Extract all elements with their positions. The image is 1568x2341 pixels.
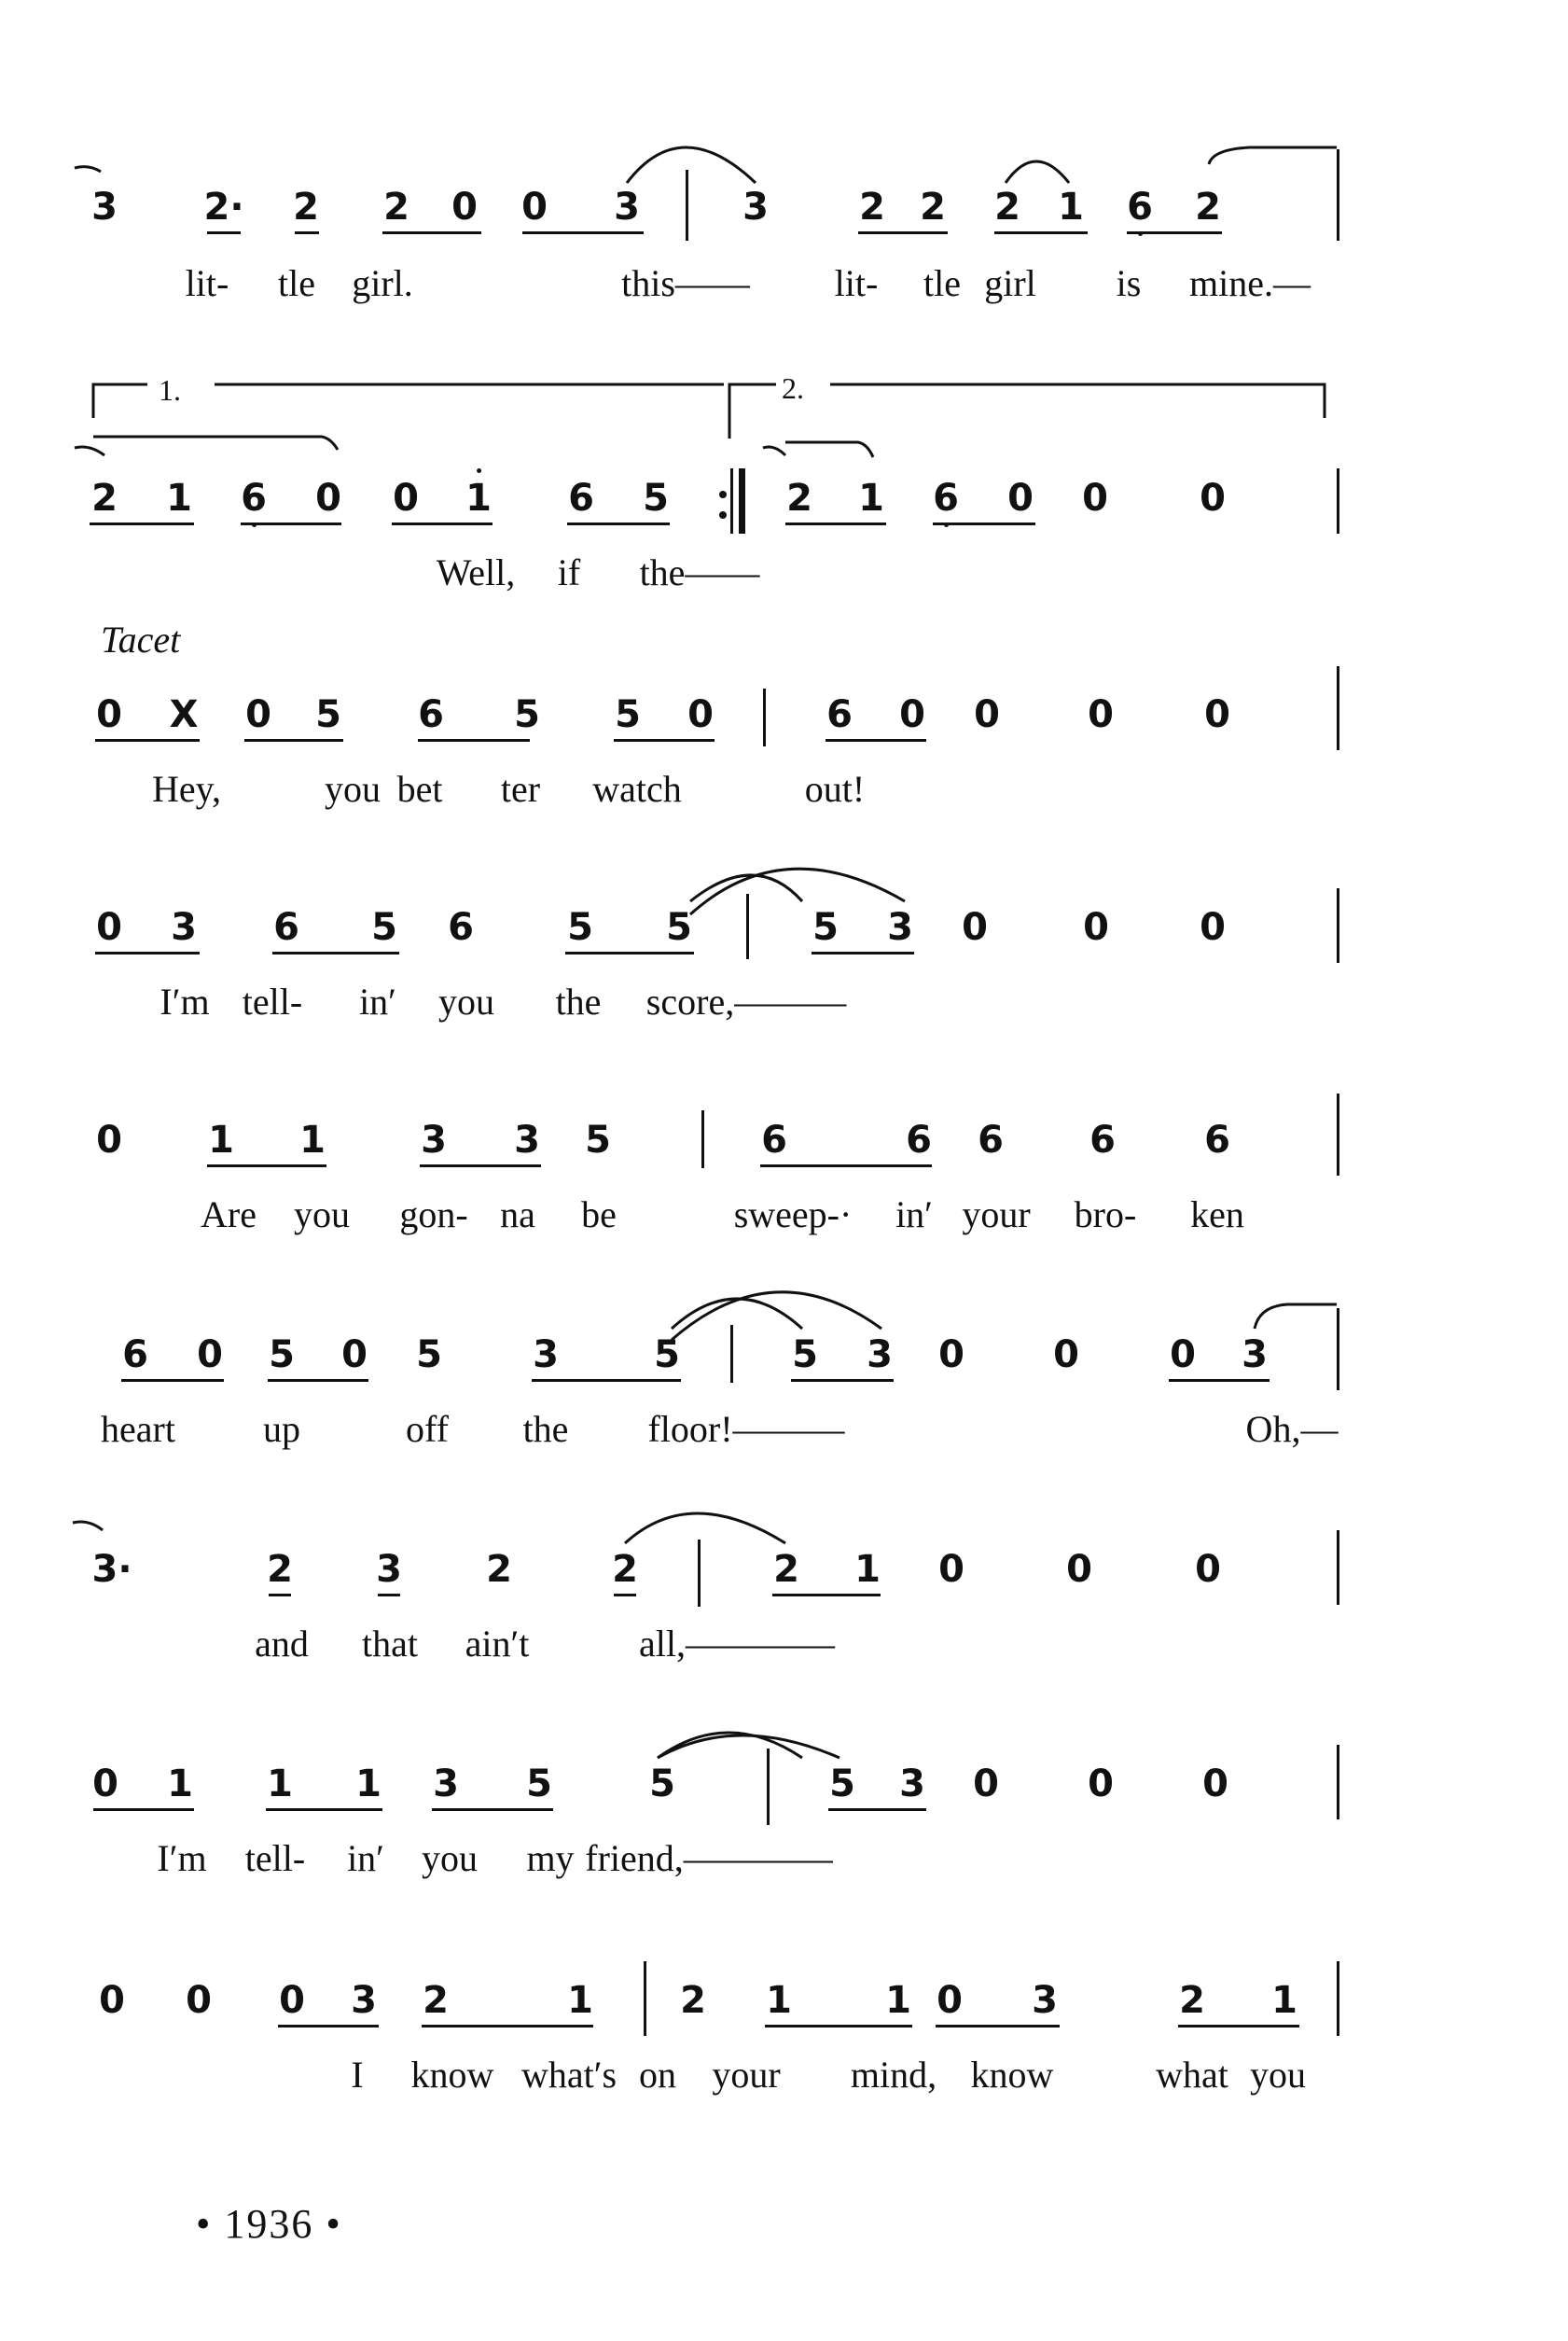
volta-1-label: 1. [159,373,181,407]
note: 5 [649,1763,675,1805]
lyric: know [970,2054,1054,2096]
note: 1 [885,1979,911,2022]
lyric: tle [923,262,961,304]
note: 5 [812,906,839,949]
note: 1 [208,1119,234,1162]
note: 2 [920,186,946,229]
note: 6 [1204,1119,1230,1162]
note: 6 [933,477,959,520]
note: 0 [1195,1548,1221,1591]
slur [672,1292,881,1340]
note: 1 [1271,1979,1297,2022]
note: 0 [1200,477,1226,520]
note: 6 [122,1333,148,1376]
lyric: you [294,1193,350,1235]
note: 2 [786,477,812,520]
lyric: you [325,768,381,810]
volta-2-bracket [729,384,776,439]
note: 5 [315,693,341,736]
note: 0 [962,906,988,949]
lyric: in′ [895,1193,933,1235]
note: 6 [241,477,267,520]
note: 3 [1242,1333,1268,1376]
note: 5 [615,693,641,736]
note: 0 [451,186,478,229]
lyric: ter [500,768,541,810]
note: 0 [1204,693,1230,736]
tie [93,437,338,450]
note: 1 [167,1763,193,1805]
note: 6 [1089,1119,1116,1162]
lyric: gon- [399,1193,468,1235]
note: 0 [96,1119,122,1162]
lyric: na [500,1193,535,1235]
note: 5 [792,1333,818,1376]
note: 0 [1053,1333,1079,1376]
lyric: Are [201,1193,257,1235]
note: 0 [1088,693,1114,736]
note: 1 [465,477,492,520]
lyric: bet [396,768,443,810]
note: 6 [1127,186,1153,229]
lyric: heart [101,1408,175,1450]
lyric: the—— [639,551,760,593]
note: 3 [376,1548,402,1591]
slur [627,147,756,183]
lyric: score,——— [645,981,847,1023]
lyric: off [406,1408,449,1450]
lyric: is [1116,262,1142,304]
note: 1 [858,477,884,520]
note: 0 [279,1979,305,2022]
volta-1-bracket [93,384,147,418]
note: 3 [1032,1979,1058,2022]
lyric: Hey, [151,768,222,810]
lyric: if [557,551,581,593]
note: 3 [514,1119,540,1162]
note: 0 [938,1333,964,1376]
lyric: all,———— [639,1623,835,1665]
lyric: floor!——— [647,1408,845,1450]
note: 5 [371,906,397,949]
repeat-dot [719,491,727,498]
slur [1209,147,1337,164]
note: 0 [974,693,1000,736]
note: 6 [448,906,474,949]
note: 5 [526,1763,552,1805]
lyric: mind, [850,2054,937,2096]
lyric: bro- [1074,1193,1137,1235]
slur [658,1735,840,1758]
note: 3 [421,1119,447,1162]
note: 1 [766,1979,792,2022]
note: 3 [899,1763,925,1805]
note: 0 [938,1548,964,1591]
note: 2 [91,477,118,520]
note: X [169,693,199,736]
slur [690,869,905,914]
lyric: in′ [359,981,396,1023]
lyric: the [555,981,602,1023]
lyric: tell- [244,1837,306,1879]
lyric: mine.— [1189,262,1311,304]
note: 0 [973,1763,999,1805]
note: 2 [1195,186,1221,229]
note: 6 [826,693,853,736]
lyric: you [1250,2054,1306,2096]
lyric: know [410,2054,494,2096]
lyric: girl [984,262,1036,304]
note: 5 [829,1763,855,1805]
lyric: girl. [352,262,413,304]
note: 3 [742,186,769,229]
note: 5 [654,1333,680,1376]
note: 0 [1083,906,1109,949]
lyric: tle [278,262,315,304]
note: 1 [355,1763,382,1805]
note: 1 [299,1119,326,1162]
note: 0 [341,1333,368,1376]
note: 0 [186,1979,212,2022]
note: 3 [351,1979,377,2022]
slur [1006,161,1069,183]
tacet-direction: Tacet [101,619,181,661]
note: 3 [433,1763,459,1805]
note: 1 [1058,186,1084,229]
note: 2 [680,1979,706,2022]
lyric: Oh,— [1245,1408,1339,1450]
note: 1 [854,1548,881,1591]
lyric: up [263,1408,300,1450]
lyric: Well, [436,551,516,593]
note: 0 [92,1763,118,1805]
note: 0 [99,1979,125,2022]
note: 5 [567,906,593,949]
note: 0 [96,906,122,949]
lyric: your [962,1193,1031,1235]
lyric: this—— [621,262,750,304]
note: 2 [994,186,1020,229]
note: 5 [643,477,669,520]
tie [785,442,873,457]
note: 3· [91,1548,132,1591]
lyric: your [712,2054,781,2096]
note: 3 [171,906,197,949]
note: 2 [859,186,885,229]
note: 3 [887,906,913,949]
note: 1 [166,477,192,520]
lyric: what [1156,2054,1228,2096]
lyric: and [255,1623,309,1665]
note: 6 [273,906,299,949]
note: 2 [423,1979,449,2022]
note: 2· [203,186,244,229]
note: 2 [293,186,319,229]
lyric: be [581,1193,617,1235]
note: 5 [666,906,692,949]
note: 0 [1007,477,1034,520]
tie-in-mark [75,447,104,455]
note: 0 [937,1979,963,2022]
note: 2 [773,1548,799,1591]
note: 0 [1066,1548,1092,1591]
note: 0 [1202,1763,1228,1805]
lyric: what′s [520,2054,617,2096]
note: 3 [91,186,118,229]
note: 2 [486,1548,512,1591]
note: 0 [197,1333,223,1376]
slur [625,1513,785,1543]
lyric: sweep-· [733,1193,853,1235]
lyric: I′m [160,981,210,1023]
note: 5 [514,693,540,736]
lyric: out! [804,768,866,810]
lyric: I′m [157,1837,207,1879]
lyric: you [438,981,494,1023]
note: 0 [1082,477,1108,520]
note: 6 [568,477,594,520]
lyric: tell- [242,981,303,1023]
note: 0 [899,693,925,736]
note: 3 [867,1333,893,1376]
note: 3 [533,1333,559,1376]
note: 6 [906,1119,932,1162]
note: 0 [393,477,419,520]
lyric: in′ [347,1837,384,1879]
note: 0 [1170,1333,1196,1376]
note: 6 [761,1119,787,1162]
slur [1255,1304,1337,1329]
note: 0 [245,693,271,736]
volta-2-label: 2. [782,371,804,405]
tie-in-mark [73,1522,103,1530]
lyric: lit- [185,262,229,304]
volta-2-line [830,384,1325,418]
note: 0 [315,477,341,520]
note: 1 [267,1763,293,1805]
note: 3 [614,186,640,229]
tie-in-mark [763,447,785,455]
note: 6 [978,1119,1004,1162]
lyric: watch [592,768,682,810]
lyric: friend,———— [585,1837,833,1879]
lyric: the [522,1408,569,1450]
note: 1 [567,1979,593,2022]
lyric: ken [1190,1193,1244,1235]
note: 5 [585,1119,611,1162]
lyric: you [422,1837,478,1879]
page-number: • 1936 • [196,2201,342,2247]
lyric: that [362,1623,418,1665]
note: 0 [96,693,122,736]
note: 5 [269,1333,295,1376]
lyric: I [351,2054,364,2096]
note: 0 [1088,1763,1114,1805]
lyric: ain′t [465,1623,530,1665]
note: 2 [267,1548,293,1591]
note: 5 [416,1333,442,1376]
lyric: my [526,1837,575,1879]
note: 0 [1200,906,1226,949]
note: 0 [521,186,548,229]
note: 2 [1179,1979,1205,2022]
lyric: on [639,2054,676,2096]
note: 6 [418,693,444,736]
lyric: lit- [834,262,879,304]
repeat-dot [719,511,727,519]
note: 2 [383,186,409,229]
note: 2 [612,1548,638,1591]
tie-in-mark [75,167,101,172]
note: 0 [687,693,714,736]
